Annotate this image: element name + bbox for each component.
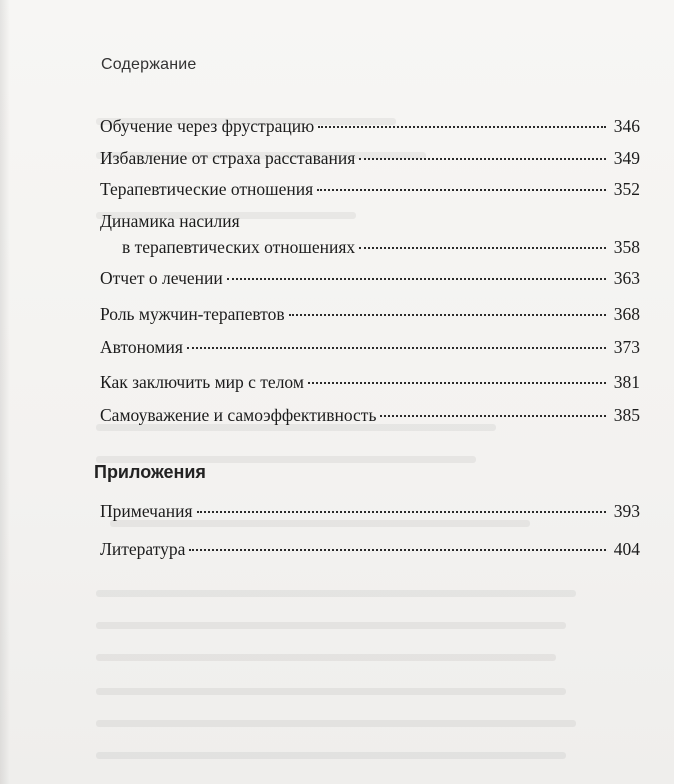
toc-entry[interactable] <box>100 177 640 200</box>
toc-entry-page: 368 <box>613 303 640 324</box>
toc-entry[interactable] <box>100 146 640 169</box>
toc-entry-page: 381 <box>613 371 640 392</box>
toc-entry-title: Как заключить мир с телом <box>100 371 304 392</box>
toc-entry-page: 404 <box>613 538 640 559</box>
dot-leader <box>187 335 606 353</box>
toc-entry-page: 363 <box>613 267 640 288</box>
dot-leader <box>289 302 606 320</box>
toc-entry[interactable] <box>100 370 640 393</box>
toc-entry-page: 393 <box>613 500 640 521</box>
dot-leader <box>359 235 606 253</box>
toc-entry-page: 352 <box>613 178 640 199</box>
section-heading-appendix: Приложения <box>94 462 206 482</box>
toc-entry-title: Литература <box>100 538 186 559</box>
dot-leader <box>308 370 606 388</box>
toc-entry[interactable] <box>100 114 640 137</box>
toc-entry[interactable] <box>100 266 640 289</box>
toc-entry-title: Примечания <box>100 500 193 521</box>
toc-entry-title: Избавление от страха расставания <box>100 147 356 168</box>
toc-entry[interactable] <box>100 302 640 325</box>
toc-entry[interactable] <box>100 210 640 258</box>
toc-entry-title: Самоуважение и самоэффективность <box>100 404 377 425</box>
toc-entry-page: 385 <box>613 404 640 425</box>
toc-entry-title: Роль мужчин-терапевтов <box>100 303 285 324</box>
toc-entry-page: 358 <box>613 236 640 257</box>
page-gutter-shadow <box>0 0 10 784</box>
toc-entry-page: 373 <box>613 336 640 357</box>
toc-entry-title-line2: в терапевтических отношениях <box>122 236 356 257</box>
toc-entry[interactable] <box>100 403 640 426</box>
dot-leader <box>189 537 606 555</box>
toc-entry-title: Обучение через фрустрацию <box>100 115 315 136</box>
toc-entry-page: 346 <box>613 115 640 136</box>
toc-entry-title: Терапевтические отношения <box>100 178 314 199</box>
dot-leader <box>359 146 606 164</box>
running-head: Содержание <box>101 56 197 73</box>
toc-entry[interactable] <box>100 537 640 560</box>
dot-leader <box>317 177 606 195</box>
dot-leader <box>380 403 606 421</box>
dot-leader <box>197 499 606 517</box>
toc-entry-page: 349 <box>613 147 640 168</box>
toc-entry-title-line1: Динамика насилия <box>100 211 240 231</box>
dot-leader <box>227 266 606 284</box>
toc-entry-title: Отчет о лечении <box>100 267 223 288</box>
toc-entry[interactable] <box>100 335 640 358</box>
toc-entry-title: Автономия <box>100 336 183 357</box>
toc-entry[interactable] <box>100 499 640 522</box>
dot-leader <box>318 114 606 132</box>
